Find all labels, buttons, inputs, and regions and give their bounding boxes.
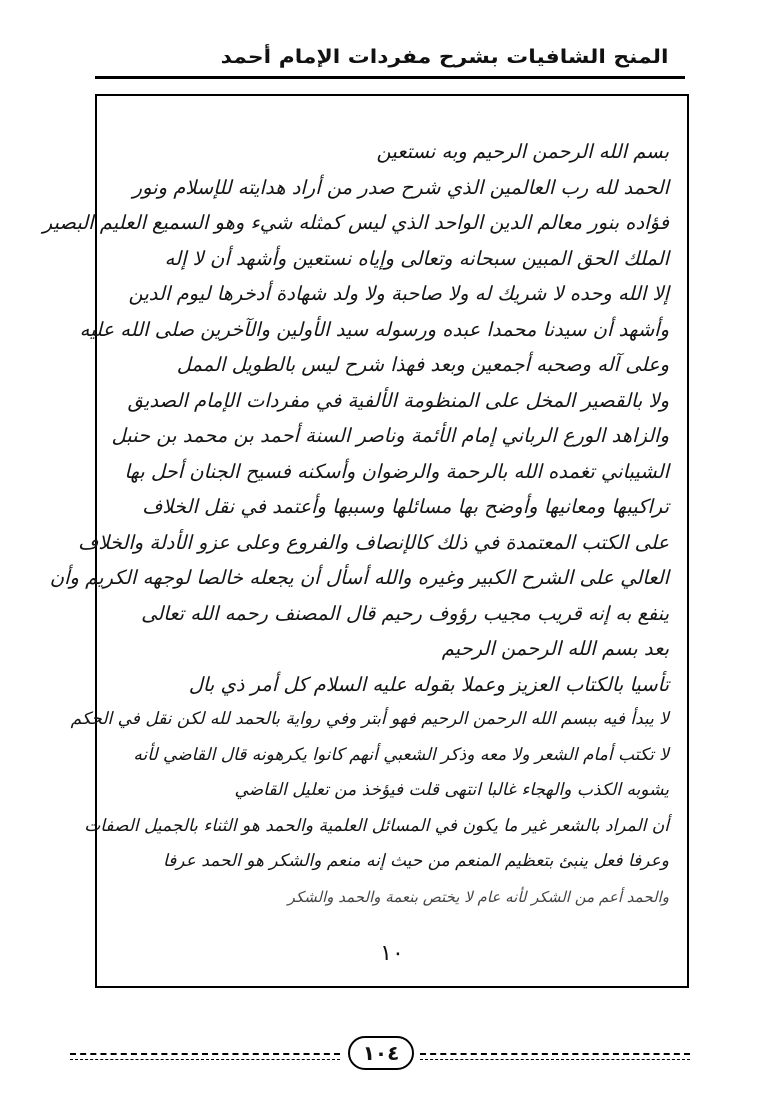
manuscript-line: على الكتب المعتمدة في ذلك كالإنصاف والفروع وعلى عزو الأدلة والخلاف bbox=[78, 530, 669, 554]
manuscript-folio-number: ١٠ bbox=[380, 941, 404, 966]
footer-dashed-rule bbox=[70, 1059, 340, 1060]
running-header-title: المنح الشافيات بشرح مفردات الإمام أحمد bbox=[220, 46, 668, 68]
footer-dashed-rule bbox=[420, 1053, 690, 1055]
manuscript-text bbox=[42, 134, 669, 915]
manuscript-line: وأشهد أن سيدنا محمدا عبده ورسوله سيد الأولين والآخرين صلى الله عليه bbox=[79, 317, 669, 341]
manuscript-line: يشوبه الكذب والهجاء غالبا انتهى قلت فيؤخذ من تعليل القاضي bbox=[234, 780, 669, 800]
manuscript-line: وعلى آله وصحبه أجمعين وبعد فهذا شرح ليس بالطويل الممل bbox=[176, 353, 669, 376]
manuscript-line: الملك الحق المبين سبحانه وتعالى وإياه نستعين وأشهد أن لا إله bbox=[164, 246, 669, 270]
footer-dashed-rule bbox=[70, 1053, 340, 1055]
manuscript-line: بسم الله الرحمن الرحيم وبه نستعين bbox=[376, 140, 669, 163]
manuscript-line: لا يبدأ فيه ببسم الله الرحمن الرحيم فهو أبتر وفي رواية بالحمد لله لكن نقل في الحكم bbox=[70, 709, 669, 729]
manuscript-line: إلا الله وحده لا شريك له ولا صاحبة ولا ولد شهادة أدخرها ليوم الدين bbox=[128, 282, 669, 305]
manuscript-line: فؤاده بنور معالم الدين الواحد الذي ليس كمثله شيء وهو السميع العليم البصير bbox=[42, 211, 669, 234]
manuscript-line: تأسيا بالكتاب العزيز وعملا بقوله عليه السلام كل أمر ذي بال bbox=[188, 672, 669, 696]
header-rule bbox=[95, 76, 685, 79]
manuscript-line: والحمد أعم من الشكر لأنه عام لا يختص بنعمة والحمد والشكر bbox=[287, 887, 669, 906]
manuscript-line: ولا بالقصير المخل على المنظومة الألفية في مفردات الإمام الصديق bbox=[127, 388, 669, 412]
manuscript-line: لا تكتب أمام الشعر ولا معه وذكر الشعبي أنهم كانوا يكرهونه قال القاضي لأنه bbox=[133, 744, 669, 765]
manuscript-line: الشيباني تغمده الله بالرحمة والرضوان وأسكنه فسيح الجنان أحل بها bbox=[124, 459, 669, 483]
page-number: ١٠٤ bbox=[348, 1036, 414, 1070]
manuscript-line: أن المراد بالشعر غير ما يكون في المسائل العلمية والحمد هو الثناء بالجميل الصفات bbox=[84, 815, 669, 836]
manuscript-line: العالي على الشرح الكبير وغيره والله أسأل أن يجعله خالصا لوجهه الكريم وأن bbox=[49, 566, 669, 589]
manuscript-line: تراكيبها ومعانيها وأوضح بها مسائلها وسببها وأعتمد في نقل الخلاف bbox=[142, 495, 669, 518]
manuscript-line: ينفع به إنه قريب مجيب رؤوف رحيم قال المصنف رحمه الله تعالى bbox=[141, 601, 669, 625]
manuscript-image-frame bbox=[42, 94, 689, 988]
manuscript-line: الحمد لله رب العالمين الذي شرح صدر من أراد هدايته للإسلام ونور bbox=[132, 175, 669, 199]
manuscript-line: بعد بسم الله الرحمن الرحيم bbox=[441, 637, 669, 660]
manuscript-line: وعرفا فعل ينبئ بتعظيم المنعم من حيث إنه منعم والشكر هو الحمد عرفا bbox=[162, 851, 669, 871]
footer-dashed-rule bbox=[420, 1059, 690, 1060]
manuscript-line: والزاهد الورع الرباني إمام الأئمة وناصر السنة أحمد بن محمد بن حنبل bbox=[111, 424, 669, 447]
